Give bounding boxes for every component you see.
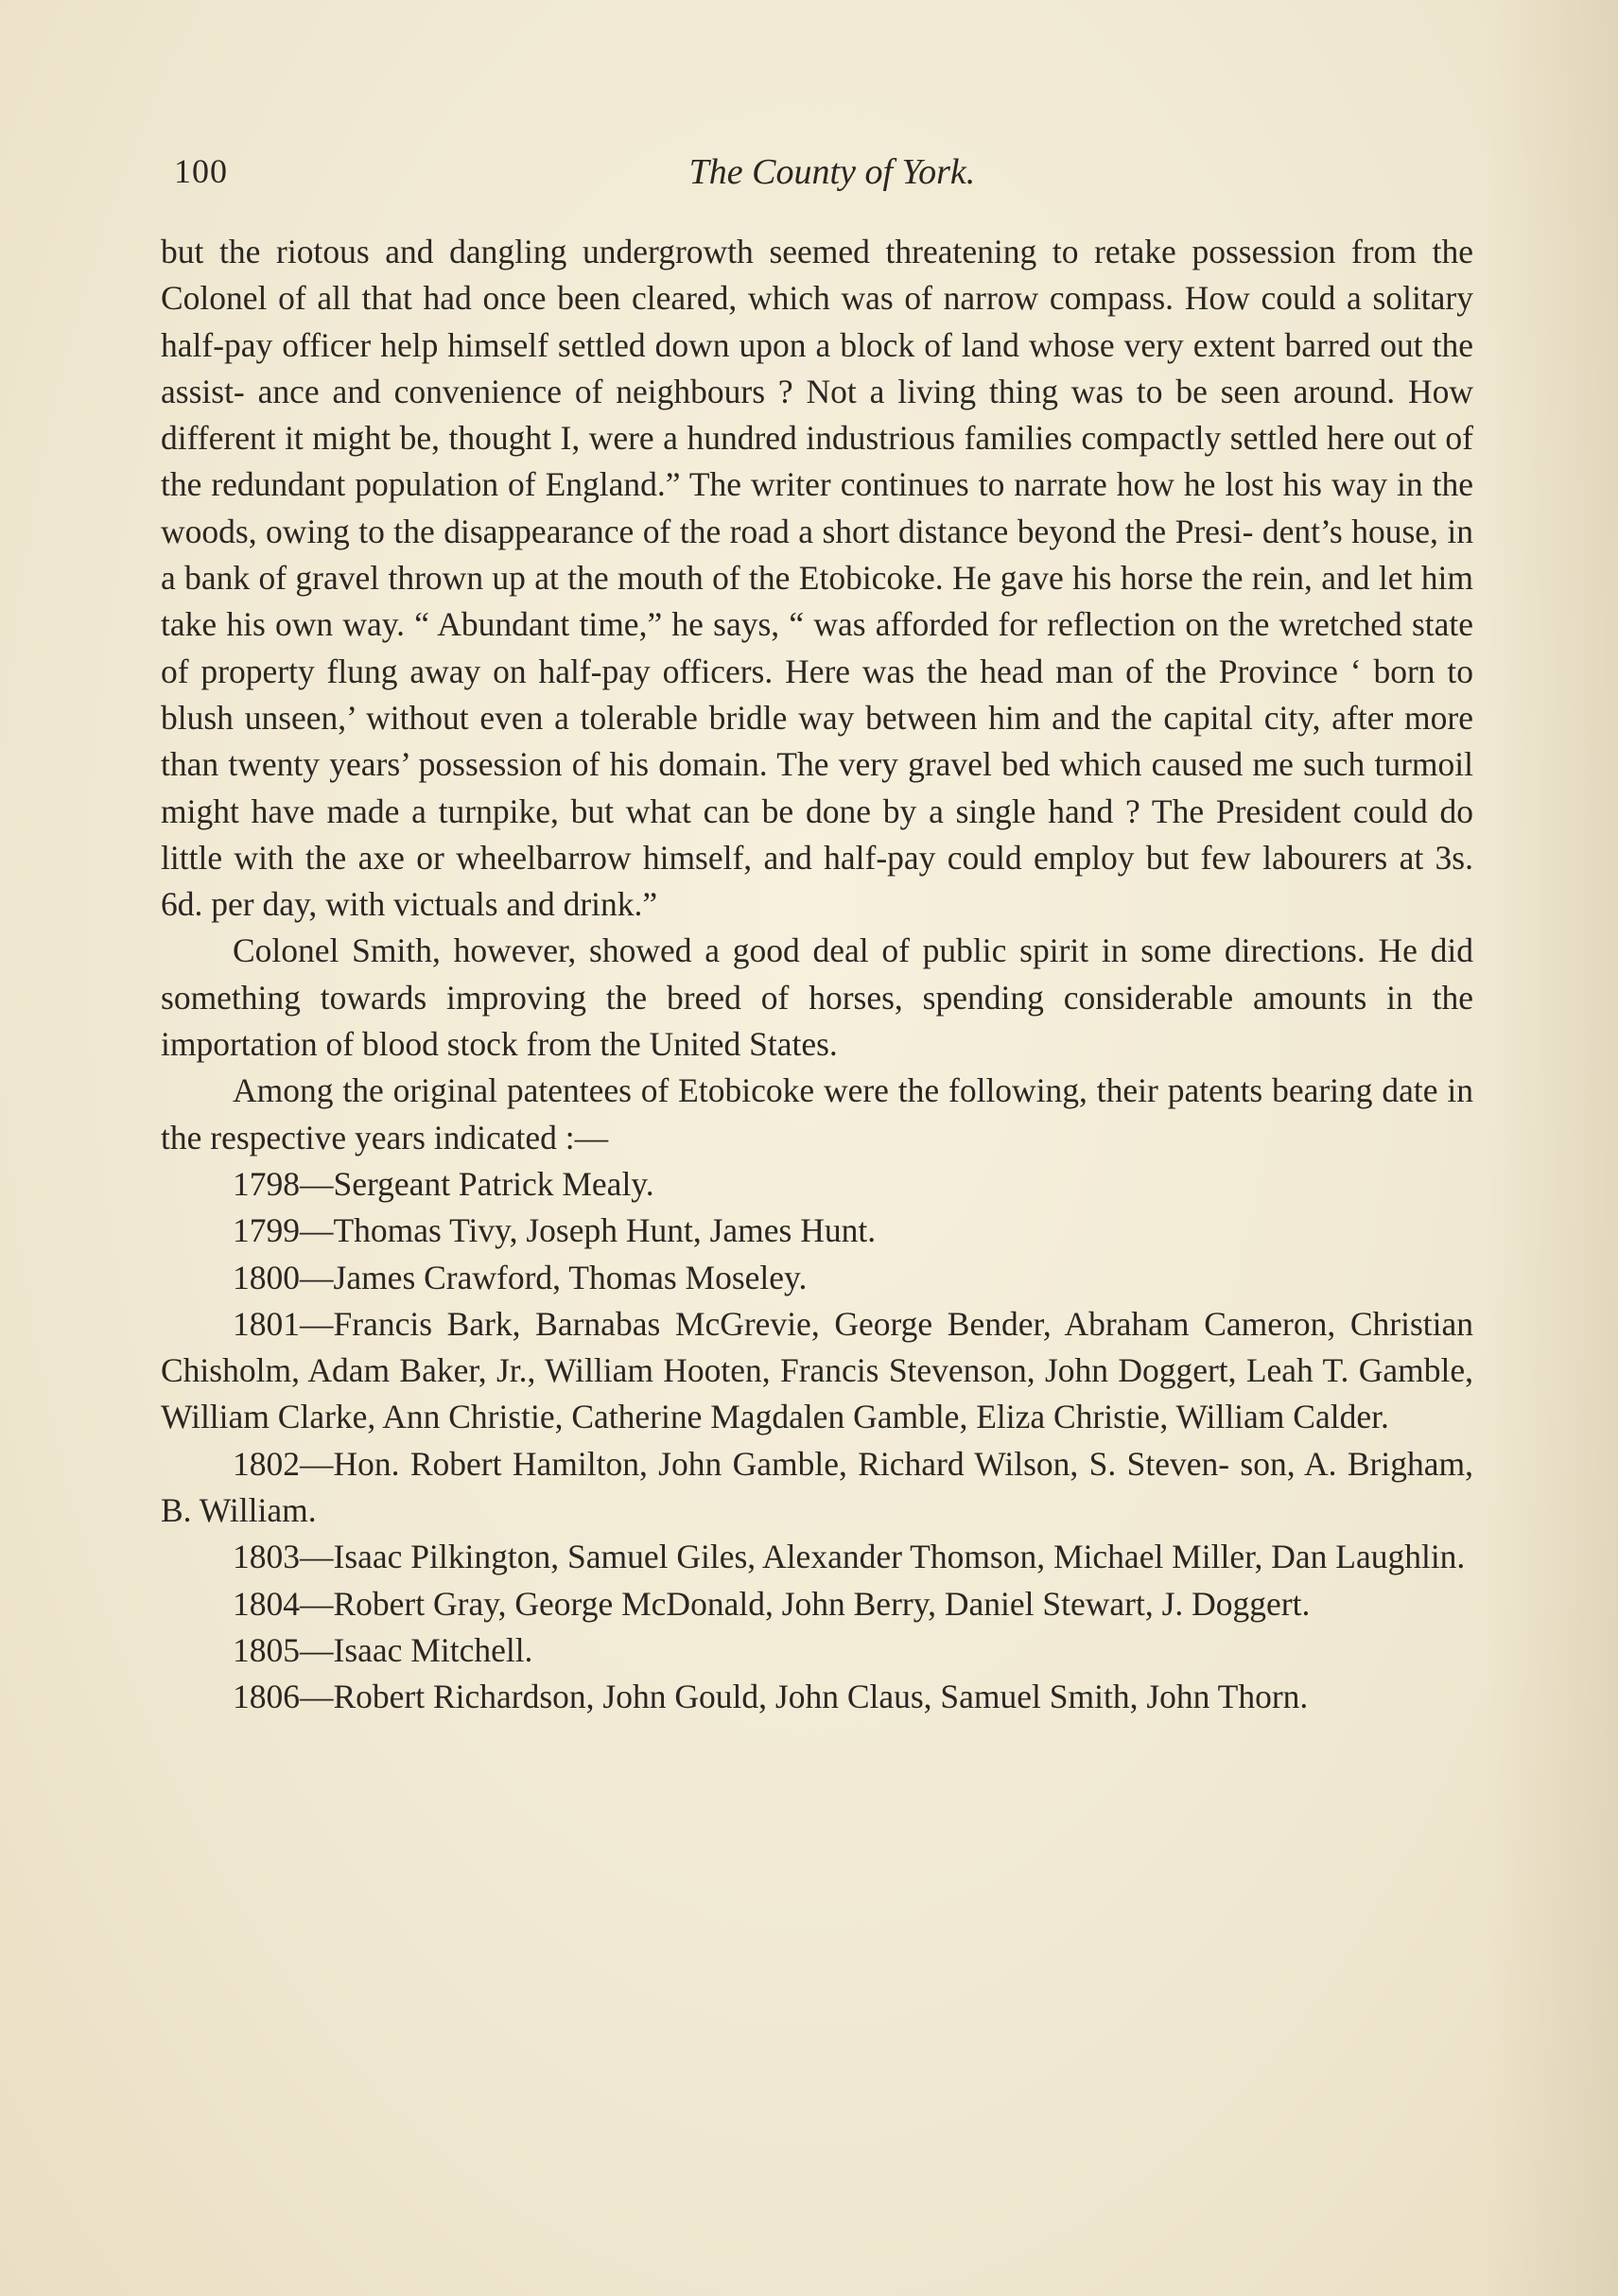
patentees-1798: 1798—Sergeant Patrick Mealy. (233, 1164, 654, 1203)
page-number: 100 (174, 152, 228, 190)
patentees-1804: 1804—Robert Gray, George McDonald, John Berry, Daniel Stewart, J. Doggert. (233, 1584, 1311, 1623)
paragraph-public-spirit: Colonel Smith, however, showed a good deal of public spirit in some directions. He did something towards improving the breed of horses, spending considerable amounts in the importation of blood stock from the United States. (161, 931, 1473, 1064)
running-head (174, 151, 1490, 197)
patentees-1806: 1806—Robert Richardson, John Gould, John Claus, Samuel Smith, John Thorn. (233, 1678, 1309, 1716)
paragraph-colonel-estate: but the riotous and dangling undergrowth seemed threatening to retake possession from the Colonel of all that had once been cleared, which was of narrow compass. How could a solitary half-pay officer help himself settled down upon a block of land whose very extent barred out the assist- ance and convenience of neighbours ? Not a living thing was to be seen around. How different it might be, thought I, were a hundred industrious families compactly settled here out of the redundant population of England.” The writer continues to narrate how he lost his way in the woods, owing to the disappearance of the road a short distance beyond the Presi- dent’s house, in a bank of gravel thrown up at the mouth of the Etobicoke. He gave his horse the rein, and let him take his own way. “ Abundant time,” he says, “ was afforded for reflection on the wretched state of property flung away on half-pay officers. Here was the head man of the Province ‘ born to blush unseen,’ without even a tolerable bridle way between him and the capital city, after more than twenty years’ possession of his domain. The very gravel bed which caused me such turmoil might have made a turnpike, but what can be done by a single hand ? The President could do little with the axe or wheelbarrow himself, and half-pay could employ but few labourers at 3s. 6d. per day, with victuals and drink.” (161, 233, 1473, 924)
patentees-1802: 1802—Hon. Robert Hamilton, John Gamble, Richard Wilson, S. Steven- son, A. Brigham, B. William. (161, 1444, 1473, 1530)
patentees-1801: 1801—Francis Bark, Barnabas McGrevie, George Bender, Abraham Cameron, Christian Chisholm, Adam Baker, Jr., William Hooten, Francis Stevenson, John Doggert, Leah T. Gamble, William Clarke, Ann Christie, Catherine Magdalen Gamble, Eliza Christie, William Calder. (161, 1304, 1473, 1436)
patentees-1805: 1805—Isaac Mitchell. (233, 1630, 533, 1669)
running-title: The County of York. (688, 152, 976, 192)
patentees-1803: 1803—Isaac Pilkington, Samuel Giles, Alexander Thomson, Michael Miller, Dan Laughlin. (233, 1538, 1466, 1576)
body-text (161, 229, 1473, 1721)
patentees-1800: 1800—James Crawford, Thomas Moseley. (233, 1258, 808, 1296)
paragraph-patentees-intro: Among the original patentees of Etobicoke were the following, their patents bearing date in the respective years indicated :— (161, 1071, 1473, 1157)
patentees-1799: 1799—Thomas Tivy, Joseph Hunt, James Hunt. (233, 1211, 877, 1250)
